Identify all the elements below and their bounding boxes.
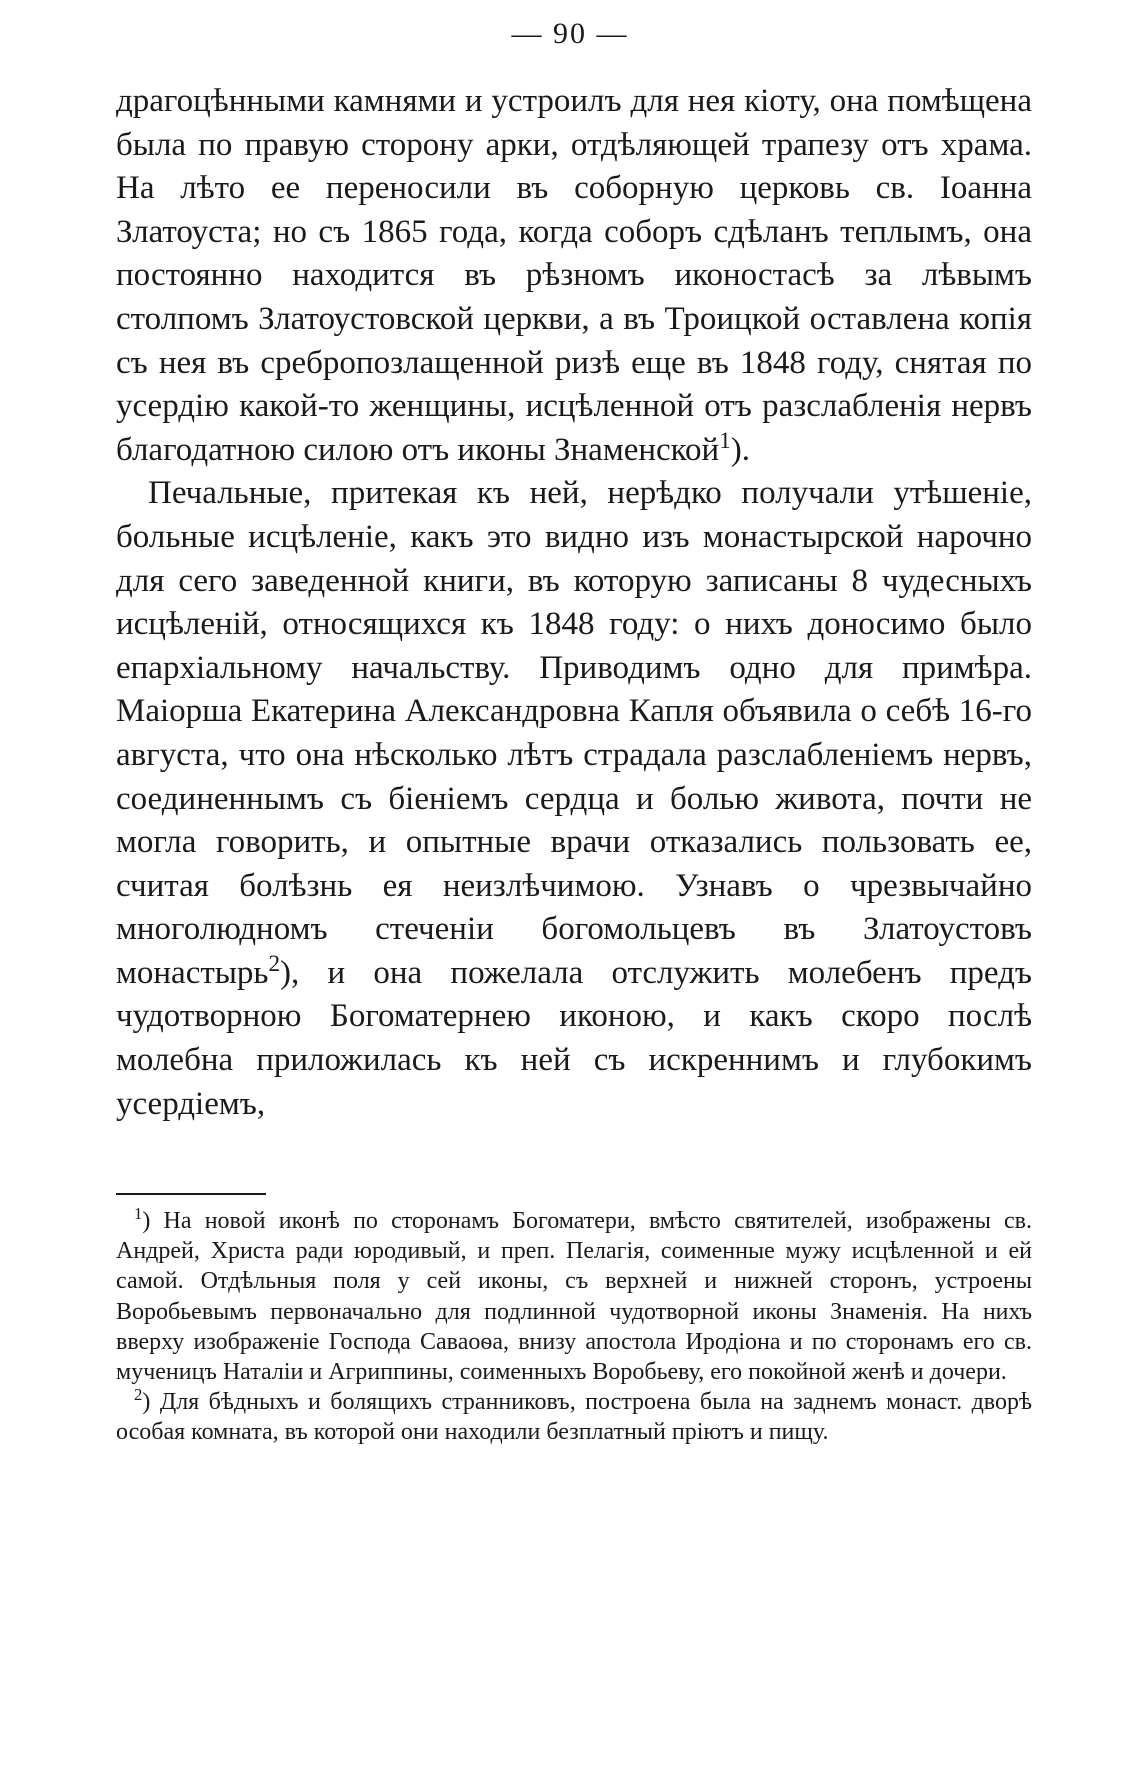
footnote-1-mark: 1: [134, 1204, 143, 1223]
footnote-ref-2: 2: [268, 949, 281, 976]
footnote-2-text: ) Для бѣдныхъ и болящихъ странниковъ, построена была на заднемъ монаст. дворѣ особая комната, въ которой они находили безплатный пріютъ и пищу.: [116, 1389, 1032, 1446]
footnote-ref-1: 1: [719, 426, 731, 453]
footnote-1: [116, 1206, 1032, 1387]
page-number: — 90 —: [511, 17, 629, 50]
footnote-1-text: ) На новой иконѣ по сторонамъ Богоматери, вмѣсто святителей, изображены св. Андрей, Христа ради юродивый, и преп. Пелагія, соименные мужу исцѣленной и ей самой. Отдѣльныя поля у сей иконы, съ верхней и нижней сторонъ, устроены Воробьевымъ первоначально для подлинной чудотворной иконы Знаменія. На нихъ вверху изображеніе Господа Саваоѳа, внизу апостола Иродіона и по сторонамъ его св. мученицъ Наталіи и Агриппины, соименныхъ Воробьеву, его покойной женѣ и дочери.: [116, 1208, 1032, 1386]
footnote-2: [116, 1387, 1032, 1447]
paragraph-2-tail: ), и она пожелала отслужить молебенъ предъ чудотворною Богоматернею иконою, и какъ скоро послѣ молебна приложилась къ ней съ искреннимъ и глубокимъ усердіемъ,: [116, 954, 1032, 1122]
paragraph-2: [116, 472, 1032, 1126]
paragraph-1: [116, 80, 1032, 472]
footnote-2-mark: 2: [134, 1385, 143, 1405]
paragraph-2-text: Печальные, притекая къ ней, нерѣдко получали утѣшеніе, больные исцѣленіе, какъ это видно изъ монастырской нарочно для сего заведенной книги, въ которую записаны 8 чудесныхъ исцѣленій, относящихся къ 1848 году: о нихъ доносимо было епархіальному начальству. Приводимъ одно для примѣра. Маіорша Екатерина Александровна Капля объявила о себѣ 16-го августа, что она нѣсколько лѣтъ страдала разслабленіемъ нервъ, соединеннымъ съ біеніемъ сердца и болью живота, почти не могла говорить, и опытные врачи отказались пользовать ее, считая болѣзнь ея неизлѣчимою. Узнавъ о чрезвычайно многолюдномъ стеченіи богомольцевъ въ Златоустовъ монастырь: [116, 475, 1032, 991]
footnotes: [116, 1206, 1032, 1448]
main-text: [116, 80, 1032, 1126]
paragraph-1-text: драгоцѣнными камнями и устроилъ для нея кіоту, она помѣщена была по правую сторону арки, отдѣляющей трапезу отъ храма. На лѣто ее переносили въ соборную церковь св. Іоанна Златоуста; но съ 1865 года, когда соборъ сдѣланъ теплымъ, она постоянно находится въ рѣзномъ иконостасѣ за лѣвымъ столпомъ Златоустовской церкви, а въ Троицкой оставлена копія съ нея въ сребропозлащенной ризѣ еще въ 1848 году, снятая по усердію какой-то женщины, исцѣленной отъ разслабленія нервъ благодатною силою отъ иконы Знаменской: [116, 83, 1032, 468]
footnote-separator: [116, 1193, 266, 1195]
paragraph-1-tail: ).: [730, 431, 750, 468]
